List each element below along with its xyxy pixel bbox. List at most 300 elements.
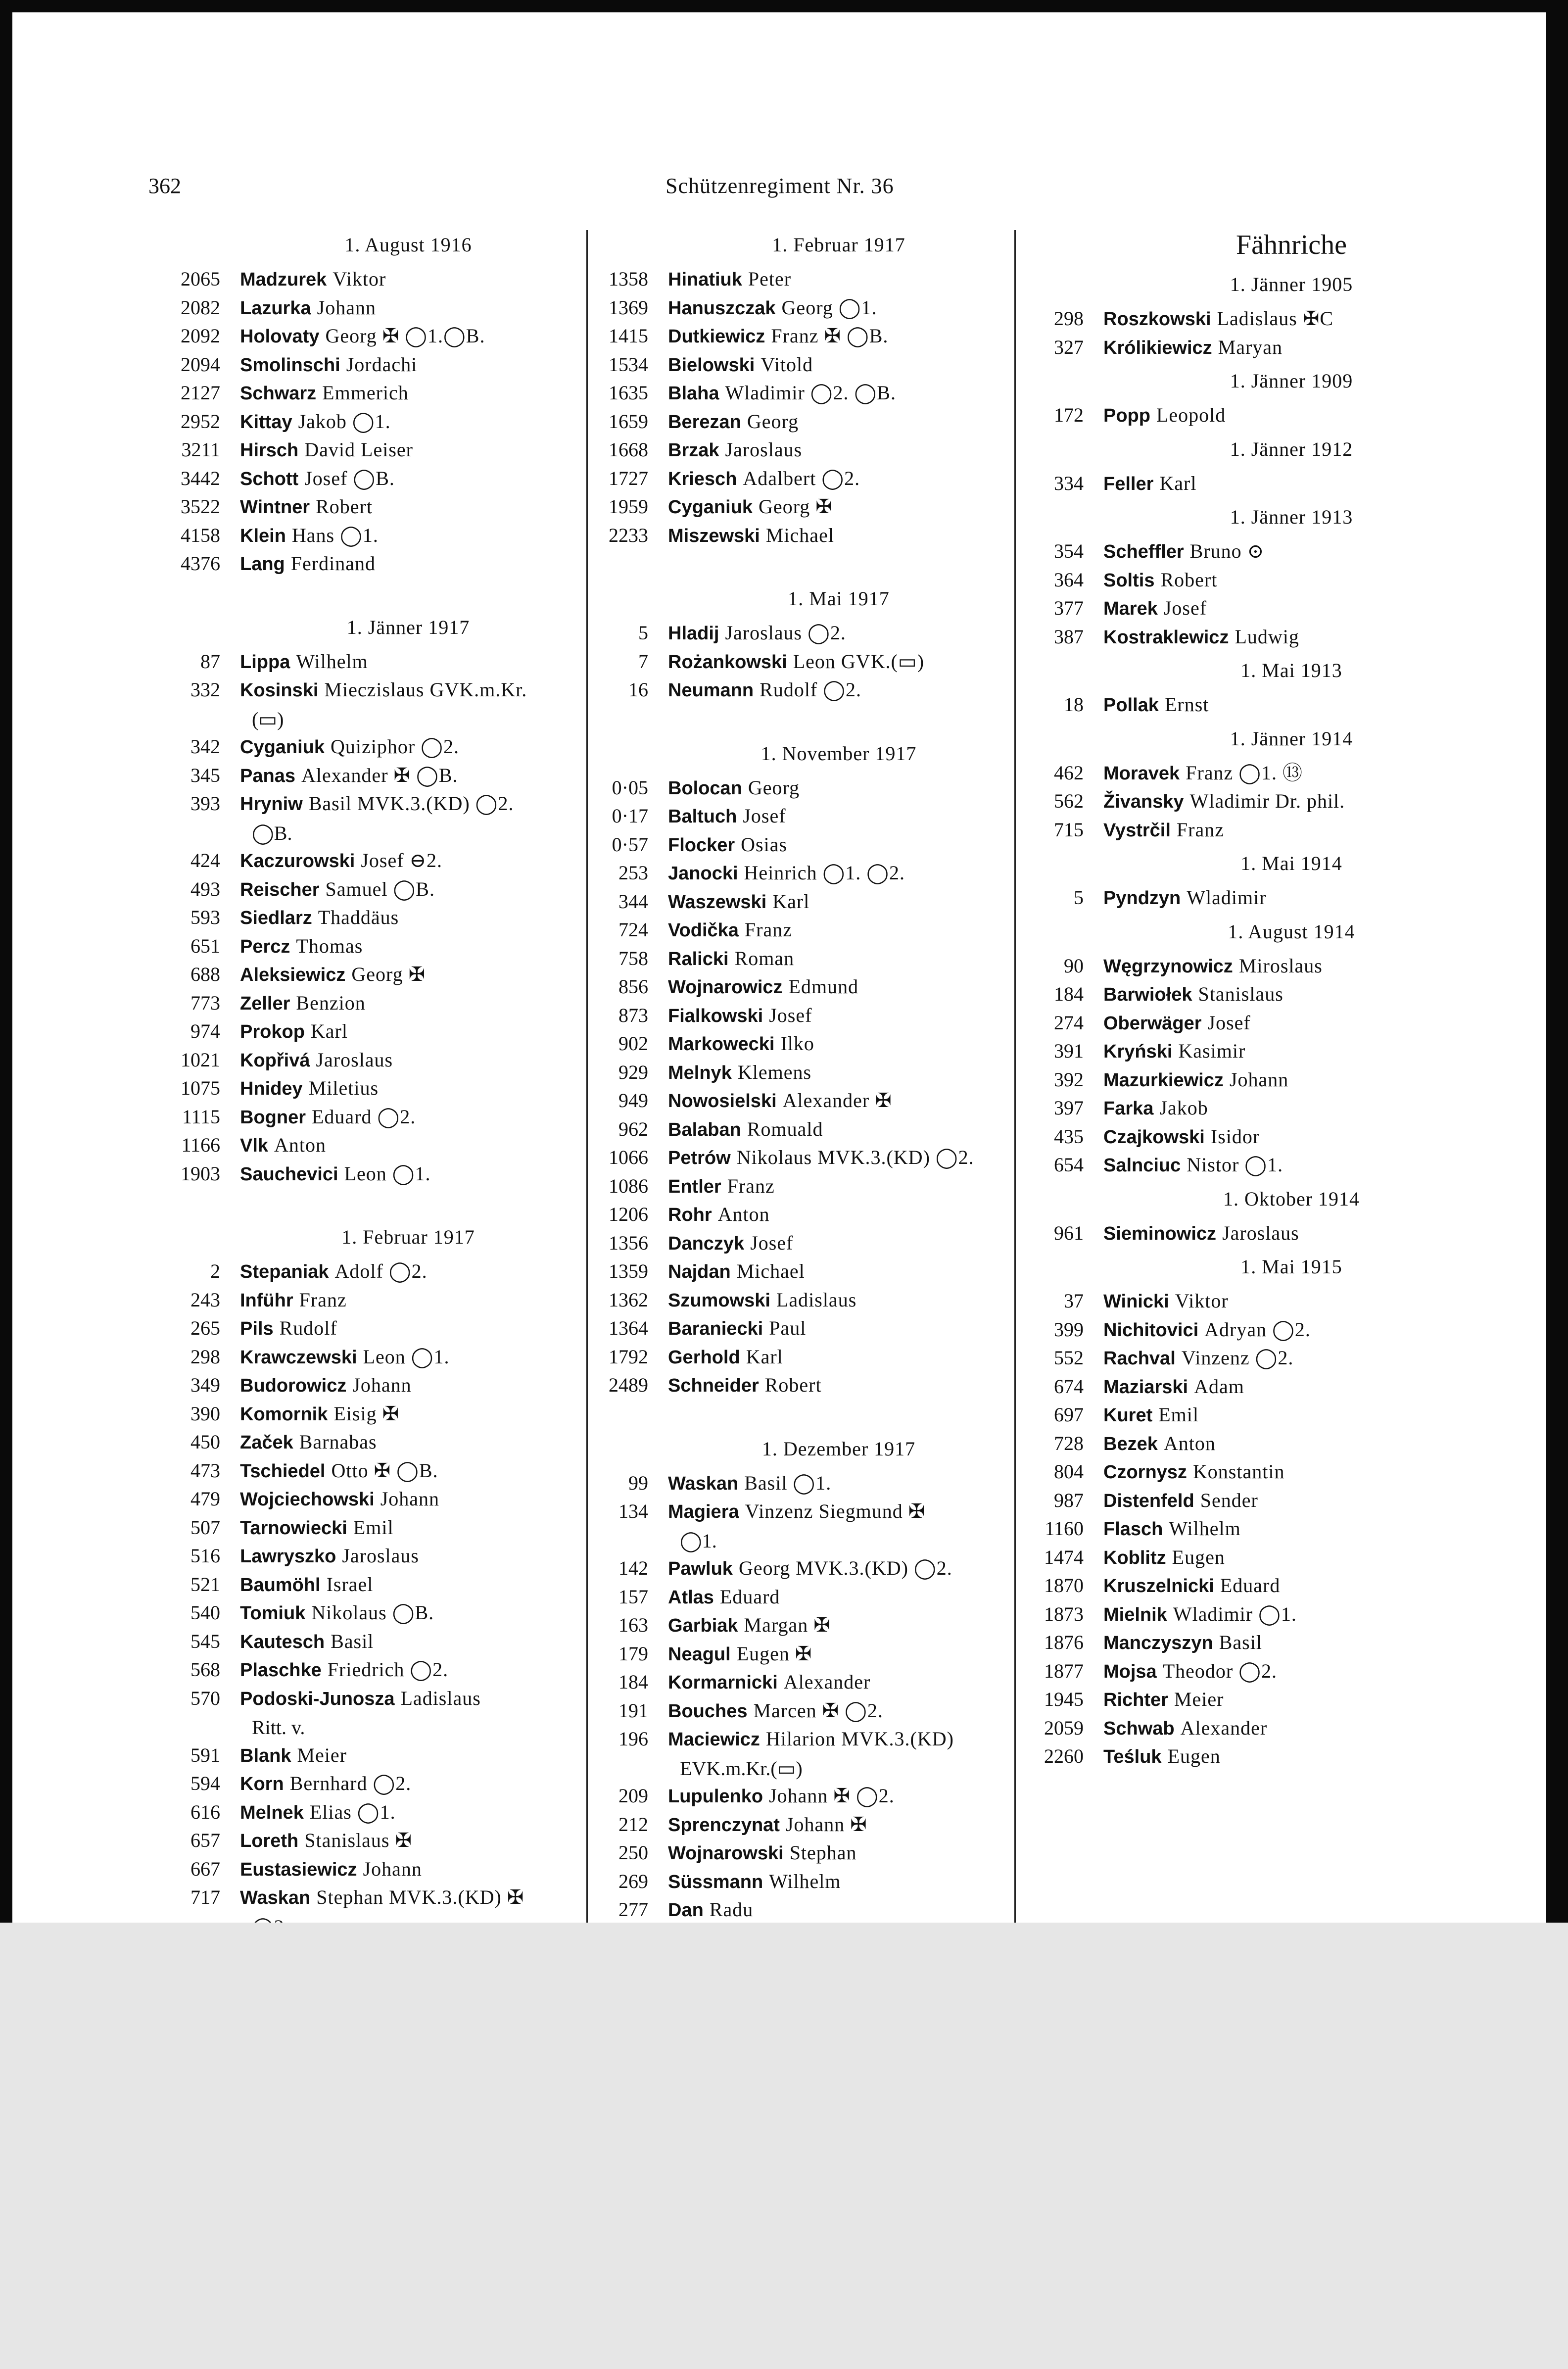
spacer <box>240 1188 576 1217</box>
entry-rank-number: 1668 <box>609 438 648 461</box>
entry-given-name: Thaddäus <box>318 906 399 928</box>
list-entry <box>1044 1571 1479 1600</box>
list-entry <box>1054 304 1479 333</box>
entry-given-name: Osias <box>741 833 788 856</box>
entry-surname: Eustasiewicz <box>240 1859 357 1880</box>
column-rule-1 <box>586 230 588 1923</box>
entry-given-name: Wladimir ◯2. ◯B. <box>725 382 896 404</box>
entry-rank-number: 349 <box>190 1374 220 1396</box>
entry-surname: Fialkowski <box>668 1005 763 1026</box>
entry-given-name: Barnabas <box>299 1431 377 1453</box>
entry-surname: Czajkowski <box>1103 1126 1205 1148</box>
entry-surname: Schwab <box>1103 1718 1175 1739</box>
entry-given-name: Ferdinand <box>290 552 376 575</box>
entry-surname: Baraniecki <box>668 1318 763 1339</box>
entry-given-name: Miroslaus <box>1238 954 1323 977</box>
entry-rank-number: 1358 <box>609 268 648 290</box>
list-entry <box>609 322 1009 350</box>
list-entry <box>609 1143 1009 1172</box>
list-entry <box>1054 1429 1479 1458</box>
list-entry <box>181 492 576 521</box>
list-entry <box>190 1627 576 1656</box>
entry-rank-number: 949 <box>618 1089 648 1112</box>
entry-given-name: Nistor ◯1. <box>1187 1154 1283 1176</box>
entry-rank-number: 87 <box>200 650 220 673</box>
entry-given-name: Georg ◯1. <box>781 296 877 319</box>
entry-given-name: Konstantin <box>1192 1460 1285 1483</box>
list-entry <box>618 1086 1009 1115</box>
list-entry <box>181 407 576 436</box>
entry-surname: Gerhold <box>668 1347 740 1368</box>
list-entry <box>190 1826 576 1855</box>
entry-rank-number: 435 <box>1054 1125 1084 1148</box>
entry-rank-number: 516 <box>190 1545 220 1567</box>
entry-given-name: Paul <box>769 1317 807 1339</box>
entry-given-name: Georg ✠ <box>351 963 426 985</box>
list-entry <box>1045 1514 1479 1543</box>
list-entry <box>1054 1151 1479 1179</box>
entry-rank-number: 1877 <box>1044 1659 1084 1682</box>
entry-given-name: Johann <box>352 1374 412 1396</box>
entry-surname: Baltuch <box>668 806 737 827</box>
entry-given-name: Karl <box>1159 472 1197 494</box>
entry-given-name: Georg MVK.3.(KD) ◯2. <box>738 1557 952 1579</box>
entry-rank-number: 974 <box>190 1020 220 1042</box>
section-date-heading: 1. Mai 1917 <box>788 587 890 610</box>
entry-rank-number: 274 <box>1054 1011 1084 1034</box>
entry-given-name: Basil <box>1219 1631 1262 1653</box>
entry-given-name: Bernhard ◯2. <box>289 1772 412 1794</box>
list-entry <box>618 887 1009 916</box>
entry-rank-number: 163 <box>618 1614 648 1636</box>
entry-given-name: Benzion <box>296 991 366 1014</box>
list-entry <box>190 1598 576 1627</box>
section-date-heading: 1. Jänner 1914 <box>1230 727 1353 750</box>
list-entry <box>609 1229 1009 1257</box>
entry-surname: Tschiedel <box>240 1460 326 1482</box>
list-entry <box>609 492 1009 521</box>
entry-given-name: Franz <box>727 1174 775 1197</box>
entry-rank-number: 3442 <box>181 467 220 489</box>
entry-surname: Klein <box>240 525 286 546</box>
entry-given-name: Viktor <box>1175 1290 1229 1312</box>
list-entry <box>181 1046 576 1074</box>
entry-rank-number: 902 <box>618 1032 648 1055</box>
entry-surname: Kaczurowski <box>240 851 355 871</box>
entry-rank-number: 758 <box>618 947 648 969</box>
entry-rank-number: 377 <box>1054 597 1084 619</box>
list-entry <box>181 322 576 350</box>
list-entry <box>1054 1315 1479 1344</box>
list-entry <box>190 789 576 846</box>
entry-rank-number: 728 <box>1054 1432 1084 1454</box>
entry-given-name: Georg <box>747 410 799 433</box>
entry-surname: Melnyk <box>668 1062 732 1083</box>
section-date-heading: 1. Jänner 1913 <box>1230 506 1353 528</box>
entry-rank-number: 1364 <box>609 1317 648 1339</box>
entry-surname: Tomiuk <box>240 1603 306 1624</box>
entry-surname: Magiera <box>668 1501 739 1522</box>
entry-given-name: Stephan MVK.3.(KD) ✠ <box>316 1886 524 1908</box>
entry-rank-number: 1945 <box>1044 1688 1084 1710</box>
entry-rank-number: 1160 <box>1045 1517 1084 1540</box>
entry-surname: Cyganiuk <box>240 737 325 758</box>
entry-given-name: Jaroslaus ◯2. <box>725 622 846 644</box>
list-entry <box>609 521 1009 550</box>
entry-given-name: Georg ✠ ◯1.◯B. <box>325 325 485 347</box>
entry-given-name: Meier <box>297 1743 347 1766</box>
list-entry <box>609 1257 1009 1286</box>
entry-surname: Schneider <box>668 1375 759 1396</box>
entry-surname: Kautesch <box>240 1631 325 1652</box>
entry-given-name: Eduard ◯2. <box>312 1105 416 1128</box>
list-entry <box>1054 623 1479 651</box>
entry-given-name: Rudolf <box>279 1317 337 1339</box>
entry-given-name: Georg <box>748 776 800 799</box>
entry-surname: Berezan <box>668 411 741 433</box>
entry-surname: Lippa <box>240 651 290 673</box>
list-entry <box>618 944 1009 973</box>
list-entry <box>190 846 576 875</box>
entry-surname: Dutkiewicz <box>668 326 765 347</box>
entry-given-name: Franz ◯1. ⑬ <box>1186 761 1303 784</box>
list-entry <box>181 265 576 293</box>
entry-given-name: Kasimir <box>1178 1040 1246 1062</box>
section-date-heading: 1. August 1914 <box>1228 920 1355 943</box>
list-entry <box>1054 1037 1479 1065</box>
entry-rank-number: 1066 <box>609 1146 648 1168</box>
list-entry <box>618 1115 1009 1144</box>
list-entry <box>1054 759 1479 787</box>
list-entry <box>638 619 1009 647</box>
list-entry <box>618 1029 1009 1058</box>
list-entry <box>609 464 1009 493</box>
entry-rank-number: 184 <box>1054 983 1084 1005</box>
entry-surname: Moravek <box>1103 763 1180 784</box>
entry-rank-number: 667 <box>190 1857 220 1880</box>
entry-given-name: Emmerich <box>322 382 409 404</box>
entry-surname: Zeller <box>240 993 290 1014</box>
entry-rank-number: 99 <box>628 1471 648 1494</box>
entry-given-name: Eisig ✠ <box>333 1402 400 1425</box>
list-entry <box>190 1798 576 1827</box>
entry-rank-number: 0·57 <box>612 833 648 856</box>
entry-rank-number: 540 <box>190 1601 220 1624</box>
list-entry <box>181 350 576 379</box>
entry-surname: Prokop <box>240 1021 305 1042</box>
entry-rank-number: 545 <box>190 1630 220 1652</box>
entry-rank-number: 987 <box>1054 1489 1084 1511</box>
entry-rank-number: 184 <box>618 1671 648 1693</box>
entry-given-name: Jakob ◯1. <box>298 410 391 433</box>
entry-rank-number: 391 <box>1054 1040 1084 1062</box>
entry-rank-number: 342 <box>190 735 220 758</box>
entry-rank-number: 1075 <box>181 1077 220 1099</box>
entry-surname: Madzurek <box>240 269 327 290</box>
entry-surname: Salnciuc <box>1103 1155 1181 1176</box>
list-entry <box>190 1371 576 1400</box>
entry-rank-number: 90 <box>1064 954 1084 977</box>
list-entry <box>181 379 576 407</box>
entry-rank-number: 327 <box>1054 336 1084 358</box>
section-date-heading: 1. August 1916 <box>344 234 472 256</box>
list-entry <box>1044 1543 1479 1572</box>
entry-rank-number: 873 <box>618 1004 648 1026</box>
section-date-heading: 1. Jänner 1909 <box>1230 370 1353 392</box>
entry-surname: Holovaty <box>240 326 320 347</box>
list-entry <box>618 1895 1009 1924</box>
entry-rank-number: 962 <box>618 1117 648 1140</box>
list-entry <box>181 1074 576 1103</box>
entry-surname: Wintner <box>240 497 310 518</box>
entry-surname: Komornik <box>240 1403 328 1425</box>
entry-given-name: Adam <box>1194 1375 1244 1398</box>
entry-given-name: Maryan <box>1218 336 1283 358</box>
entry-surname: Najdan <box>668 1261 731 1282</box>
list-entry <box>609 1371 1009 1400</box>
list-entry <box>1054 401 1479 430</box>
entry-surname: Lang <box>240 554 285 575</box>
entry-rank-number: 134 <box>618 1500 648 1522</box>
entry-surname: Nichitovici <box>1103 1319 1199 1341</box>
entry-given-name: Karl <box>772 890 810 913</box>
entry-given-name: Alexander <box>1180 1716 1268 1739</box>
entry-given-name: Bruno ⊙ <box>1189 540 1265 562</box>
entry-surname: Marek <box>1103 598 1158 619</box>
entry-given-name: Emil <box>1158 1403 1199 1426</box>
column-left <box>181 225 576 1940</box>
entry-rank-number: 1166 <box>181 1134 220 1156</box>
column-right <box>1044 225 1479 1771</box>
entry-surname: Vodička <box>668 920 739 941</box>
entry-surname: Rohr <box>668 1205 712 1225</box>
entry-rank-number: 3211 <box>181 438 220 461</box>
entry-rank-number: 392 <box>1054 1068 1084 1091</box>
entry-surname: Maciewicz <box>668 1729 760 1750</box>
entry-given-name: Alexander ✠ <box>782 1089 892 1112</box>
list-entry <box>1054 1486 1479 1515</box>
entry-given-name: Emil <box>353 1516 394 1539</box>
section-date-heading: 1. Oktober 1914 <box>1223 1187 1360 1210</box>
entry-surname: Bogner <box>240 1107 306 1128</box>
entry-given-name: Friedrich ◯2. <box>327 1658 449 1681</box>
entry-given-name: Ladislaus <box>400 1687 481 1709</box>
entry-surname: Lupulenko <box>668 1786 763 1807</box>
entry-rank-number: 196 <box>618 1728 648 1750</box>
entry-surname: Balaban <box>668 1119 741 1140</box>
list-entry <box>1054 1372 1479 1401</box>
list-entry <box>1044 1742 1479 1771</box>
entry-rank-number: 570 <box>190 1687 220 1709</box>
entry-rank-number: 1959 <box>609 495 648 518</box>
list-entry <box>609 407 1009 436</box>
entry-given-name: Wilhelm <box>769 1870 841 1892</box>
entry-surname: Bielowski <box>668 354 755 376</box>
entry-given-name: Basil MVK.3.(KD) ◯2. <box>308 792 514 815</box>
entry-surname: Kriesch <box>668 468 737 489</box>
entry-rank-number: 697 <box>1054 1403 1084 1426</box>
entry-given-name: Johann <box>380 1488 440 1510</box>
entry-rank-number: 345 <box>190 764 220 786</box>
list-entry <box>1044 1600 1479 1629</box>
entry-given-name: Ladislaus ✠C <box>1217 307 1334 330</box>
entry-given-name: Eduard <box>1220 1574 1281 1596</box>
entry-given-name: Jordachi <box>346 353 418 376</box>
entry-given-name: Basil <box>331 1630 374 1652</box>
entry-rank-number: 651 <box>190 934 220 957</box>
entry-rank-number: 657 <box>190 1829 220 1851</box>
entry-rank-number: 2092 <box>181 325 220 347</box>
entry-surname: Atlas <box>668 1587 714 1608</box>
entry-continuation: ◯B. <box>252 822 292 844</box>
entry-surname: Stepaniak <box>240 1261 329 1282</box>
list-entry <box>1054 1094 1479 1122</box>
entry-rank-number: 7 <box>638 650 648 673</box>
entry-given-name: Isidor <box>1210 1125 1260 1148</box>
entry-given-name: Wilhelm <box>1169 1517 1241 1540</box>
entry-given-name: Peter <box>748 268 792 290</box>
list-entry <box>618 1001 1009 1030</box>
entry-given-name: Johann <box>363 1857 422 1880</box>
entry-rank-number: 1356 <box>609 1231 648 1254</box>
list-entry <box>618 1554 1009 1583</box>
entry-surname: Začek <box>240 1432 293 1453</box>
entry-given-name: Jaroslaus <box>725 438 803 461</box>
entry-rank-number: 157 <box>618 1585 648 1608</box>
entry-given-name: Wladimir ◯1. <box>1173 1602 1297 1625</box>
entry-rank-number: 804 <box>1054 1460 1084 1483</box>
entry-rank-number: 16 <box>628 678 648 701</box>
entry-surname: Lazurka <box>240 297 311 319</box>
entry-surname: Panas <box>240 765 295 786</box>
list-entry <box>1064 1287 1479 1315</box>
entry-given-name: Franz <box>744 919 792 941</box>
entry-surname: Maziarski <box>1103 1376 1188 1398</box>
entry-surname: Bezek <box>1103 1433 1158 1454</box>
entry-surname: Nowosielski <box>668 1091 777 1112</box>
entry-rank-number: 2 <box>210 1260 220 1282</box>
entry-surname: Ralicki <box>668 948 729 969</box>
entry-surname: Siedlarz <box>240 908 312 928</box>
entry-rank-number: 3522 <box>181 495 220 518</box>
entry-surname: Rachval <box>1103 1348 1176 1369</box>
entry-rank-number: 591 <box>190 1743 220 1766</box>
list-entry <box>1054 1122 1479 1151</box>
entry-surname: Distenfeld <box>1103 1490 1194 1511</box>
entry-rank-number: 209 <box>618 1785 648 1807</box>
list-entry <box>200 647 576 676</box>
entry-given-name: Basil ◯1. <box>744 1471 832 1494</box>
list-entry <box>181 293 576 322</box>
list-entry <box>1044 1628 1479 1657</box>
entry-surname: Schott <box>240 468 299 489</box>
entry-surname: Rożankowski <box>668 651 787 673</box>
entry-given-name: Georg ✠ <box>759 495 833 518</box>
section-date-heading: 1. November 1917 <box>760 742 917 765</box>
entry-given-name: Jaroslaus <box>342 1545 419 1567</box>
entry-rank-number: 250 <box>618 1841 648 1864</box>
entry-given-name: Edmund <box>788 975 859 998</box>
entry-rank-number: 142 <box>618 1557 648 1579</box>
entry-given-name: Wilhelm <box>296 650 368 673</box>
entry-surname: Hirsch <box>240 440 299 461</box>
entry-surname: Dan <box>668 1900 704 1921</box>
entry-rank-number: 493 <box>190 877 220 900</box>
blank-area <box>0 1923 1568 2369</box>
list-entry <box>1044 1685 1479 1714</box>
entry-rank-number: 332 <box>190 678 220 701</box>
entry-surname: Mielnik <box>1103 1604 1167 1625</box>
entry-given-name: Leopold <box>1156 404 1226 426</box>
spacer <box>668 704 1009 734</box>
list-entry <box>618 1497 1009 1554</box>
list-entry <box>1054 1457 1479 1486</box>
list-entry <box>618 1725 1009 1782</box>
entry-rank-number: 179 <box>618 1642 648 1665</box>
list-entry <box>1054 1344 1479 1372</box>
entry-surname: Korn <box>240 1774 284 1794</box>
entry-rank-number: 1903 <box>181 1162 220 1185</box>
entry-rank-number: 552 <box>1054 1347 1084 1369</box>
entry-surname: Szumowski <box>668 1290 770 1311</box>
list-entry <box>609 293 1009 322</box>
entry-surname: Garbiak <box>668 1615 738 1636</box>
entry-surname: Richter <box>1103 1690 1168 1710</box>
entry-rank-number: 1021 <box>181 1048 220 1071</box>
column-rule-2 <box>1014 230 1016 1923</box>
entry-rank-number: 1115 <box>182 1105 220 1128</box>
list-entry <box>190 1314 576 1343</box>
spacer <box>668 1400 1009 1429</box>
entry-surname: Kruszelnicki <box>1103 1576 1214 1596</box>
entry-given-name: Adryan ◯2. <box>1204 1318 1311 1341</box>
list-entry <box>190 1855 576 1884</box>
entry-surname: Pyndzyn <box>1103 888 1181 909</box>
list-entry <box>181 435 576 464</box>
list-entry <box>1054 469 1479 498</box>
list-entry <box>1054 566 1479 594</box>
entry-given-name: Thomas <box>296 934 363 957</box>
entry-rank-number: 521 <box>190 1573 220 1595</box>
entry-surname: Krawczewski <box>240 1347 357 1368</box>
section-date-heading: 1. Dezember 1917 <box>761 1437 916 1460</box>
entry-given-name: Josef ⊖2. <box>361 849 443 871</box>
list-entry <box>190 960 576 989</box>
entry-given-name: Alexander <box>783 1671 871 1693</box>
entry-rank-number: 1870 <box>1044 1574 1084 1596</box>
entry-rank-number: 2489 <box>609 1374 648 1396</box>
entry-rank-number: 1873 <box>1044 1602 1084 1625</box>
entry-surname: Živansky <box>1103 791 1184 812</box>
list-entry <box>190 903 576 932</box>
entry-surname: Winicki <box>1103 1291 1169 1312</box>
list-entry <box>181 521 576 550</box>
entry-rank-number: 1792 <box>609 1345 648 1368</box>
list-entry <box>1044 1714 1479 1742</box>
entry-surname: Kosinski <box>240 680 319 701</box>
entry-rank-number: 1206 <box>609 1203 648 1225</box>
entry-rank-number: 2952 <box>181 410 220 433</box>
list-entry <box>1054 980 1479 1009</box>
entry-given-name: Hans ◯1. <box>291 524 379 546</box>
entry-surname: Sauchevici <box>240 1163 338 1185</box>
entry-rank-number: 2127 <box>181 382 220 404</box>
entry-rank-number: 715 <box>1054 818 1084 841</box>
entry-surname: Aleksiewicz <box>240 965 346 985</box>
entry-surname: Hinatiuk <box>668 269 742 290</box>
list-entry <box>609 265 1009 293</box>
entry-given-name: Roman <box>734 947 795 969</box>
